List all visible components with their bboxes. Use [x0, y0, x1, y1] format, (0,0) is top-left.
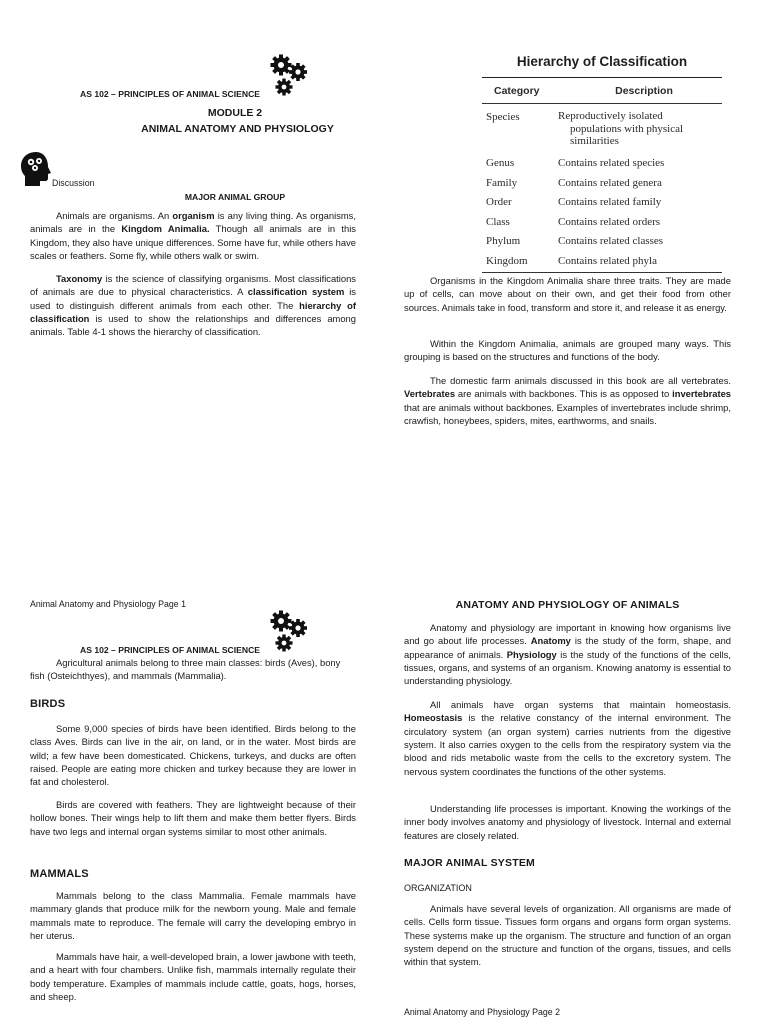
column-header-description: Description — [558, 78, 722, 103]
paragraph-organization: Animals have several levels of organization. All organisms are made of cells. Cells form tissue. Tissues form organs and organs form organ systems. These systems make up the organism. The structure and function of an organ system depend on the structure and function of the organs, tissues, and cells within that system. — [404, 903, 731, 968]
page-footer-2: Animal Anatomy and Physiology Page 2 — [404, 1007, 560, 1017]
course-header: AS 102 – PRINCIPLES OF ANIMAL SCIENCE — [80, 89, 261, 99]
paragraph-mammals-features: Mammals have hair, a well-developed brain, a lower jawbone with teeth, and a heart with four chambers. Unlike fish, mammals internally regulate their body temperature. Examples of mammals include cattle, goats, hogs, horses, and sheep. — [30, 951, 356, 1003]
gears-icon — [270, 610, 310, 654]
paragraph-anatomy-physiology: Anatomy and physiology are important in knowing how organisms live and go about life processes. Anatomy is the study of the form, shape, and appearance of animals. Physiology is the study of the functions of the cells, tissues, organs, and systems of an organism. Knowing anatomy is essential to understanding physiology. — [404, 622, 731, 687]
paragraph-vertebrates: The domestic farm animals discussed in this book are all vertebrates. Vertebrates are animals with backbones. This is as opposed to invertebrates that are animals without backbones. Examples of invertebrates include shrimp, crawfish, honeybees, spiders, mites, earthworms, and snails. — [404, 375, 731, 427]
table-row: Genus Contains related species — [486, 156, 665, 169]
paragraph-birds-species: Some 9,000 species of birds have been identified. Birds belong to the class Aves. Birds can live in the air, on land, or in the water. Most birds are wild; a few have been domesticated. Chickens, turkeys, and ducks are often raised. People are eating more chicken and turkey because they are lower in fat and cholesterol. — [30, 723, 356, 788]
module-title: ANIMAL ANATOMY AND PHYSIOLOGY — [141, 123, 334, 135]
section-title-major-animal-system: MAJOR ANIMAL SYSTEM — [404, 857, 535, 869]
hierarchy-title: Hierarchy of Classification — [482, 52, 722, 78]
paragraph-classes-intro: Agricultural animals belong to three main classes: birds (Aves), bony fish (Osteichthyes), and mammals (Mammalia). — [30, 657, 341, 682]
paragraph-homeostasis: All animals have organ systems that maintain homeostasis. Homeostasis is the relative constancy of the internal environment. The circulatory system (an organ system) carries nutrients from the digestive system. It also carries oxygen to the cells from the respiratory system via the blood and rids metabolic waste from the cells to the excretory system. The nervous system coordinates the functions of the other systems. — [404, 699, 731, 777]
section-title-anatomy-physiology: ANATOMY AND PHYSIOLOGY OF ANIMALS — [455, 599, 680, 611]
section-title-birds: BIRDS — [30, 698, 66, 710]
table-row: Kingdom Contains related phyla — [482, 252, 722, 272]
paragraph-grouping: Within the Kingdom Animalia, animals are grouped many ways. This grouping is based on the structures and functions of the body. — [404, 338, 731, 363]
paragraph-kingdom-traits: Organisms in the Kingdom Animalia share three traits. They are made up of cells, can move about on their own, and get their food from other sources. Animals take in food, transform and store it, and release it as energy. — [404, 275, 731, 313]
discussion-label: Discussion — [52, 178, 95, 188]
table-row: Species Reproductively isolated populations with physical similarities — [486, 110, 684, 148]
gears-icon — [270, 54, 310, 98]
paragraph-taxonomy: Taxonomy is the science of classifying organisms. Most classifications of animals are due to physical characteristics. A classification system is used to distinguish different animals from each other. The hierarchy of classification is used to show the relationships and differences among animals. Table 4-1 shows the hierarchy of classification. — [30, 273, 356, 338]
paragraph-organisms: Animals are organisms. An organism is any living thing. As organisms, animals are in the Kingdom Animalia. Though all animals are in this Kingdom, they also have unique differences. Some have fur, while others have scales or feathers. Some fly, while others walk or swim. — [30, 210, 356, 262]
head-gears-icon — [18, 150, 56, 188]
column-header-category: Category — [482, 78, 558, 103]
page-footer-1: Animal Anatomy and Physiology Page 1 — [30, 599, 186, 609]
paragraph-life-processes: Understanding life processes is important. Knowing the workings of the inner body involves anatomy and physiology of livestock. Internal and external features are closely related. — [404, 803, 731, 841]
table-row: Class Contains related orders — [486, 215, 661, 228]
section-title-major-animal-group: MAJOR ANIMAL GROUP — [184, 192, 286, 202]
module-label: MODULE 2 — [207, 107, 263, 119]
table-row: Family Contains related genera — [486, 176, 662, 189]
section-title-mammals: MAMMALS — [30, 868, 89, 880]
paragraph-birds-feathers: Birds are covered with feathers. They are lightweight because of their hollow bones. Their wings help to lift them and make them better flyers. Birds have two legs and internal organ systems similar to most other animals. — [30, 799, 356, 837]
table-row: Phylum Contains related classes — [486, 235, 664, 248]
table-row: Order Contains related family — [486, 196, 662, 209]
subsection-title-organization: ORGANIZATION — [404, 883, 472, 893]
course-header: AS 102 – PRINCIPLES OF ANIMAL SCIENCE — [80, 645, 261, 655]
hierarchy-table — [482, 52, 722, 273]
paragraph-mammals-class: Mammals belong to the class Mammalia. Female mammals have mammary glands that produce milk for the newborn young. Male and female mammals mate to reproduce. The female will carry the developing embryo in her uterus. — [30, 890, 356, 942]
